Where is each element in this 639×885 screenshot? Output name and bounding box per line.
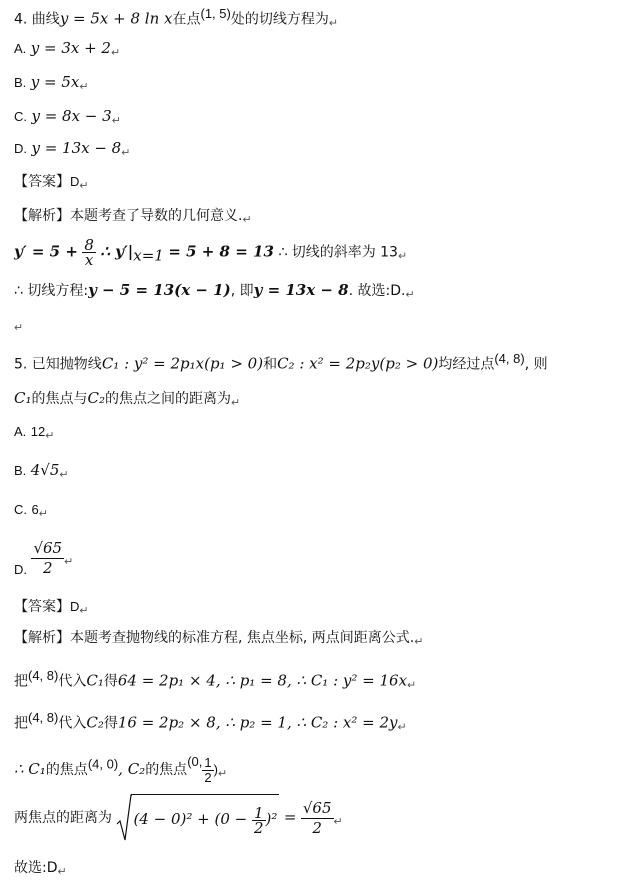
fraction-distance-result: $\frac{√65}{2}$ (302, 798, 332, 837)
q4-option-b: B. $y = 5x_↵$ (14, 73, 89, 93)
q5-stem-line1: 5. 已知抛物线C₁ : y² = 2p₁x(p₁ > 0)和C₂ : x² = 2p₂y(p₂ > 0)均经过点$^{(4, 8)}$, 则 (14, 351, 548, 373)
q4-option-c: C. $y = 8x - 3_↵$ (14, 107, 121, 127)
fraction-sqrt65-over-2: $\frac{√65}{2}$ (33, 538, 63, 577)
q5-option-b: B. $4√5_↵$ (14, 461, 69, 481)
q5-stem-line2: C₁的焦点与C₂的焦点之间的距离为$_↵$ (14, 389, 241, 409)
q4-analysis: 【解析】本题考查了导数的几何意义$._↵$ (14, 208, 252, 226)
radical-expression: (4 − 0)² + (0 − $\frac{1}{2}$ )² (116, 793, 279, 843)
q4-answer: 【答案】$D_↵$ (14, 174, 89, 192)
fraction-radical-half: $\frac{1}{2}$ (253, 803, 264, 837)
q5-step-p1: 把$^{(4, 8)}$代入C₁得64 = 2p₁ × 4, ∴ p₁ = 8, ∴ C₁ : $y^2 = 16x_↵$ (14, 668, 417, 692)
q4-derivative-step: y′ = 5 + $\frac{8}{x}$ ∴ $y'|_{x=1} = 5 + 8 = 13$ ∴ 切线的斜率为 $13_↵$ (14, 236, 408, 269)
blank-paragraph: ↵ (14, 322, 24, 334)
q5-step-distance: 两焦点的距离为 (4 − 0)² + (0 − $\frac{1}{2}$ )² = $\frac{√65}{2}$ $_↵$ (14, 792, 343, 847)
q4-tangent-step: ∴ 切线方程:y − 5 = 13(x − 1), 即y = 13x − 8. 故选$:D._↵$ (14, 281, 415, 301)
q5-option-d: D. $\frac{√65}{2}$ $_↵$ (14, 538, 74, 577)
radical-sign-icon (116, 794, 132, 842)
q5-final-choice: 故选$:D_↵$ (14, 860, 67, 878)
q5-answer: 【答案】$D_↵$ (14, 599, 89, 617)
q5-option-c: C. $6_↵$ (14, 502, 48, 520)
q5-analysis: 【解析】本题考查抛物线的标准方程, 焦点坐标, 两点间距离公式$._↵$ (14, 630, 424, 648)
q5-option-a: A. $12_↵$ (14, 424, 55, 442)
fraction-one-half: $\frac{1}{2}$ (204, 754, 212, 785)
q5-step-foci: ∴ C₁的焦点$^{(4, 0)}$, C₂的焦点(0, $\frac{1}{2}$ )$_↵$ (14, 754, 228, 785)
q5-step-p2: 把$^{(4, 8)}$代入C₂得16 = 2p₂ × 8, ∴ p₂ = 1, ∴ C₂ : $x^2 = 2y_↵$ (14, 710, 407, 734)
q4-option-d: D. $y = 13x - 8_↵$ (14, 139, 131, 159)
fraction-8-over-x: $\frac{8}{x}$ (84, 236, 94, 269)
q4-option-a: A. $y = 3x + 2_↵$ (14, 39, 121, 59)
q4-stem: 4. 曲线y = 5x + 8 ln x在点$^{(1, 5)}$处的切线方程为$_↵$ (14, 6, 339, 30)
